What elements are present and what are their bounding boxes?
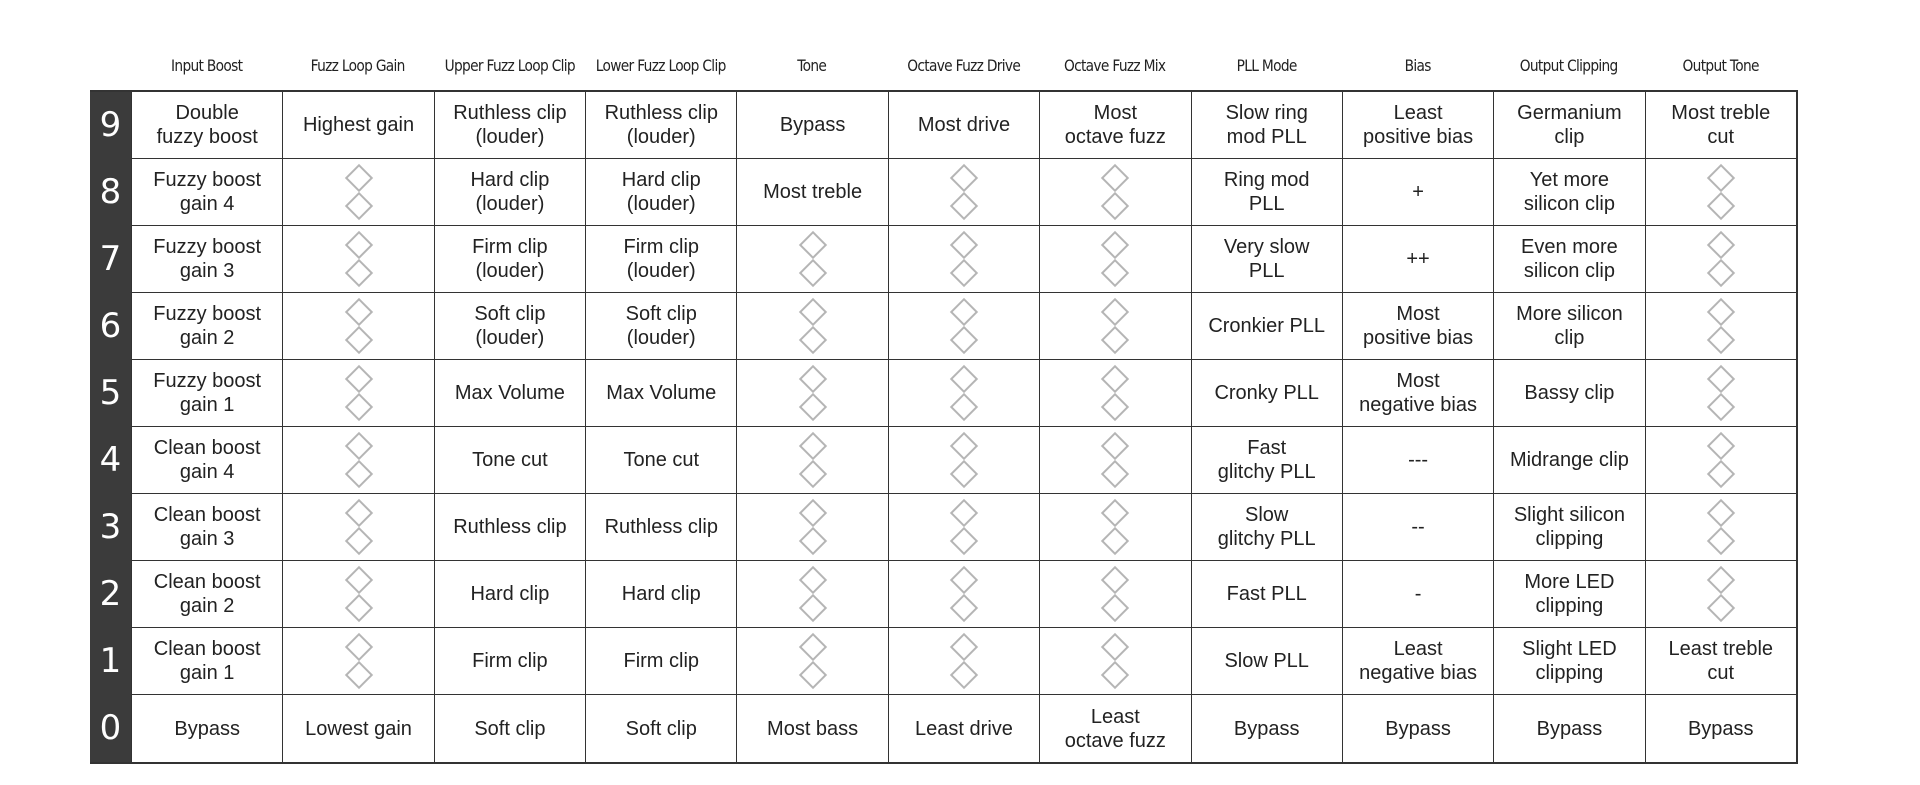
row-number: 8	[90, 159, 131, 226]
diamond-pair-icon	[1711, 231, 1731, 287]
table-cell	[282, 293, 433, 360]
table-cell	[888, 226, 1039, 293]
table-cell	[736, 427, 887, 494]
header-octave-fuzz-drive: Octave Fuzz Drive	[907, 56, 1020, 75]
table-cell: Least treble cut	[1645, 628, 1796, 695]
table-cell: Firm clip (louder)	[434, 226, 585, 293]
table-cell: Least octave fuzz	[1039, 695, 1190, 762]
table-cell: Hard clip (louder)	[585, 159, 736, 226]
table-cell: Fuzzy boost gain 3	[131, 226, 282, 293]
table-cell: Max Volume	[434, 360, 585, 427]
diamond-pair-icon	[1105, 432, 1125, 488]
table-cell: Tone cut	[585, 427, 736, 494]
table-cell: Fast PLL	[1191, 561, 1342, 628]
header-octave-fuzz-mix: Octave Fuzz Mix	[1064, 56, 1166, 75]
diamond-pair-icon	[1711, 164, 1731, 220]
table-cell: Most drive	[888, 92, 1039, 159]
table-cell	[888, 293, 1039, 360]
table-cell: Most positive bias	[1342, 293, 1493, 360]
table-cell: Fuzzy boost gain 2	[131, 293, 282, 360]
header-fuzz-loop-gain: Fuzz Loop Gain	[310, 56, 406, 75]
table-cell	[888, 360, 1039, 427]
row-number: 6	[90, 293, 131, 360]
table-cell	[888, 561, 1039, 628]
table-cell: Most treble cut	[1645, 92, 1796, 159]
table-cell: Least drive	[888, 695, 1039, 762]
table-cell: Firm clip (louder)	[585, 226, 736, 293]
diamond-pair-icon	[803, 432, 823, 488]
table-cell: Firm clip	[434, 628, 585, 695]
header-input-boost: Input Boost	[171, 56, 243, 75]
diamond-pair-icon	[803, 298, 823, 354]
table-cell: Soft clip	[585, 695, 736, 762]
table-cell	[282, 159, 433, 226]
table-cell: Clean boost gain 3	[131, 494, 282, 561]
table-cell: Midrange clip	[1493, 427, 1644, 494]
table-cell: Hard clip	[585, 561, 736, 628]
table-cell	[1039, 494, 1190, 561]
diamond-pair-icon	[803, 365, 823, 421]
row-number: 2	[90, 561, 131, 628]
table-cell	[736, 628, 887, 695]
table-cell: Ruthless clip	[434, 494, 585, 561]
table-cell: Least negative bias	[1342, 628, 1493, 695]
header-output-tone: Output Tone	[1682, 56, 1759, 75]
table-cell: +	[1342, 159, 1493, 226]
diamond-pair-icon	[1105, 298, 1125, 354]
table-cell	[1039, 628, 1190, 695]
header-bias: Bias	[1404, 56, 1431, 75]
diamond-pair-icon	[1711, 365, 1731, 421]
table-cell: Most treble	[736, 159, 887, 226]
table-cell: Fast glitchy PLL	[1191, 427, 1342, 494]
table-cell: Most negative bias	[1342, 360, 1493, 427]
table-cell	[1039, 561, 1190, 628]
table-cell: Bypass	[1342, 695, 1493, 762]
table-cell: Slow ring mod PLL	[1191, 92, 1342, 159]
table-cell: More silicon clip	[1493, 293, 1644, 360]
table-cell: Ring mod PLL	[1191, 159, 1342, 226]
table-cell: Least positive bias	[1342, 92, 1493, 159]
diamond-pair-icon	[803, 231, 823, 287]
row-number: 9	[90, 92, 131, 159]
diamond-pair-icon	[1105, 164, 1125, 220]
table-cell: Ruthless clip	[585, 494, 736, 561]
table-cell: Cronky PLL	[1191, 360, 1342, 427]
diamond-pair-icon	[349, 164, 369, 220]
table-cell	[1039, 293, 1190, 360]
table-cell: Soft clip	[434, 695, 585, 762]
table-cell	[1645, 159, 1796, 226]
table-cell	[1645, 360, 1796, 427]
diamond-pair-icon	[1105, 566, 1125, 622]
header-output-clipping: Output Clipping	[1519, 56, 1618, 75]
table-cell: Lowest gain	[282, 695, 433, 762]
row-number: 5	[90, 360, 131, 427]
table-cell: Max Volume	[585, 360, 736, 427]
table-cell	[736, 360, 887, 427]
diamond-pair-icon	[954, 298, 974, 354]
table-cell	[282, 494, 433, 561]
table-cell	[1039, 226, 1190, 293]
row-number: 4	[90, 427, 131, 494]
row-number: 1	[90, 628, 131, 695]
diamond-pair-icon	[349, 499, 369, 555]
diamond-pair-icon	[954, 164, 974, 220]
table-cell	[736, 226, 887, 293]
table-cell: Hard clip	[434, 561, 585, 628]
table-cell: Clean boost gain 4	[131, 427, 282, 494]
table-cell	[888, 494, 1039, 561]
table-cell: Most octave fuzz	[1039, 92, 1190, 159]
header-tone: Tone	[797, 56, 827, 75]
header-lower-fuzz-loop-clip: Lower Fuzz Loop Clip	[595, 56, 726, 75]
table-cell: Soft clip (louder)	[585, 293, 736, 360]
table-cell: --	[1342, 494, 1493, 561]
table-cell: Slow glitchy PLL	[1191, 494, 1342, 561]
table-cell: Slight LED clipping	[1493, 628, 1644, 695]
table-cell: ---	[1342, 427, 1493, 494]
table-cell	[736, 561, 887, 628]
table-cell: Clean boost gain 1	[131, 628, 282, 695]
diamond-pair-icon	[1711, 432, 1731, 488]
table-cell: Clean boost gain 2	[131, 561, 282, 628]
table-cell: Even more silicon clip	[1493, 226, 1644, 293]
row-number: 7	[90, 226, 131, 293]
diamond-pair-icon	[349, 231, 369, 287]
table-cell	[1039, 427, 1190, 494]
header-upper-fuzz-loop-clip: Upper Fuzz Loop Clip	[444, 56, 575, 75]
table-cell: Tone cut	[434, 427, 585, 494]
table-cell: Soft clip (louder)	[434, 293, 585, 360]
table-cell	[282, 226, 433, 293]
diamond-pair-icon	[1711, 566, 1731, 622]
settings-table	[90, 90, 1798, 764]
table-cell: Bypass	[736, 92, 887, 159]
table-cell	[736, 293, 887, 360]
table-cell	[282, 561, 433, 628]
diamond-pair-icon	[954, 365, 974, 421]
table-cell	[736, 494, 887, 561]
diamond-pair-icon	[954, 633, 974, 689]
table-cell: More LED clipping	[1493, 561, 1644, 628]
table-cell: Firm clip	[585, 628, 736, 695]
table-cell: Ruthless clip (louder)	[434, 92, 585, 159]
diamond-pair-icon	[1105, 231, 1125, 287]
diamond-pair-icon	[954, 432, 974, 488]
table-cell	[888, 628, 1039, 695]
table-cell: Very slow PLL	[1191, 226, 1342, 293]
diamond-pair-icon	[349, 365, 369, 421]
table-cell	[1645, 427, 1796, 494]
table-cell: Bypass	[1645, 695, 1796, 762]
diamond-pair-icon	[1711, 298, 1731, 354]
diamond-pair-icon	[803, 566, 823, 622]
table-cell	[1645, 561, 1796, 628]
diamond-pair-icon	[1105, 365, 1125, 421]
diamond-pair-icon	[954, 499, 974, 555]
table-cell: Germanium clip	[1493, 92, 1644, 159]
diamond-pair-icon	[1105, 633, 1125, 689]
table-cell	[282, 628, 433, 695]
diamond-pair-icon	[349, 298, 369, 354]
table-cell: Slight silicon clipping	[1493, 494, 1644, 561]
diamond-pair-icon	[349, 432, 369, 488]
table-cell	[1039, 159, 1190, 226]
diamond-pair-icon	[1711, 499, 1731, 555]
table-cell	[888, 159, 1039, 226]
table-cell: Yet more silicon clip	[1493, 159, 1644, 226]
table-cell	[282, 360, 433, 427]
table-cell	[1645, 293, 1796, 360]
table-cell: Bassy clip	[1493, 360, 1644, 427]
table-cell: Ruthless clip (louder)	[585, 92, 736, 159]
table-cell: -	[1342, 561, 1493, 628]
diamond-pair-icon	[803, 633, 823, 689]
diamond-pair-icon	[954, 231, 974, 287]
table-cell: Fuzzy boost gain 4	[131, 159, 282, 226]
diamond-pair-icon	[954, 566, 974, 622]
row-number: 0	[90, 695, 131, 762]
table-cell: Hard clip (louder)	[434, 159, 585, 226]
table-cell: Slow PLL	[1191, 628, 1342, 695]
table-cell: ++	[1342, 226, 1493, 293]
table-cell: Fuzzy boost gain 1	[131, 360, 282, 427]
table-cell: Highest gain	[282, 92, 433, 159]
header-pll-mode: PLL Mode	[1236, 56, 1297, 75]
diamond-pair-icon	[349, 566, 369, 622]
table-cell: Bypass	[1191, 695, 1342, 762]
table-cell: Most bass	[736, 695, 887, 762]
diamond-pair-icon	[349, 633, 369, 689]
row-number: 3	[90, 494, 131, 561]
diamond-pair-icon	[803, 499, 823, 555]
diamond-pair-icon	[1105, 499, 1125, 555]
table-cell: Double fuzzy boost	[131, 92, 282, 159]
table-cell: Bypass	[1493, 695, 1644, 762]
table-cell	[1645, 226, 1796, 293]
table-cell	[1645, 494, 1796, 561]
table-cell	[888, 427, 1039, 494]
table-cell	[1039, 360, 1190, 427]
table-cell: Bypass	[131, 695, 282, 762]
column-headers	[131, 56, 1796, 75]
table-cell	[282, 427, 433, 494]
table-cell: Cronkier PLL	[1191, 293, 1342, 360]
